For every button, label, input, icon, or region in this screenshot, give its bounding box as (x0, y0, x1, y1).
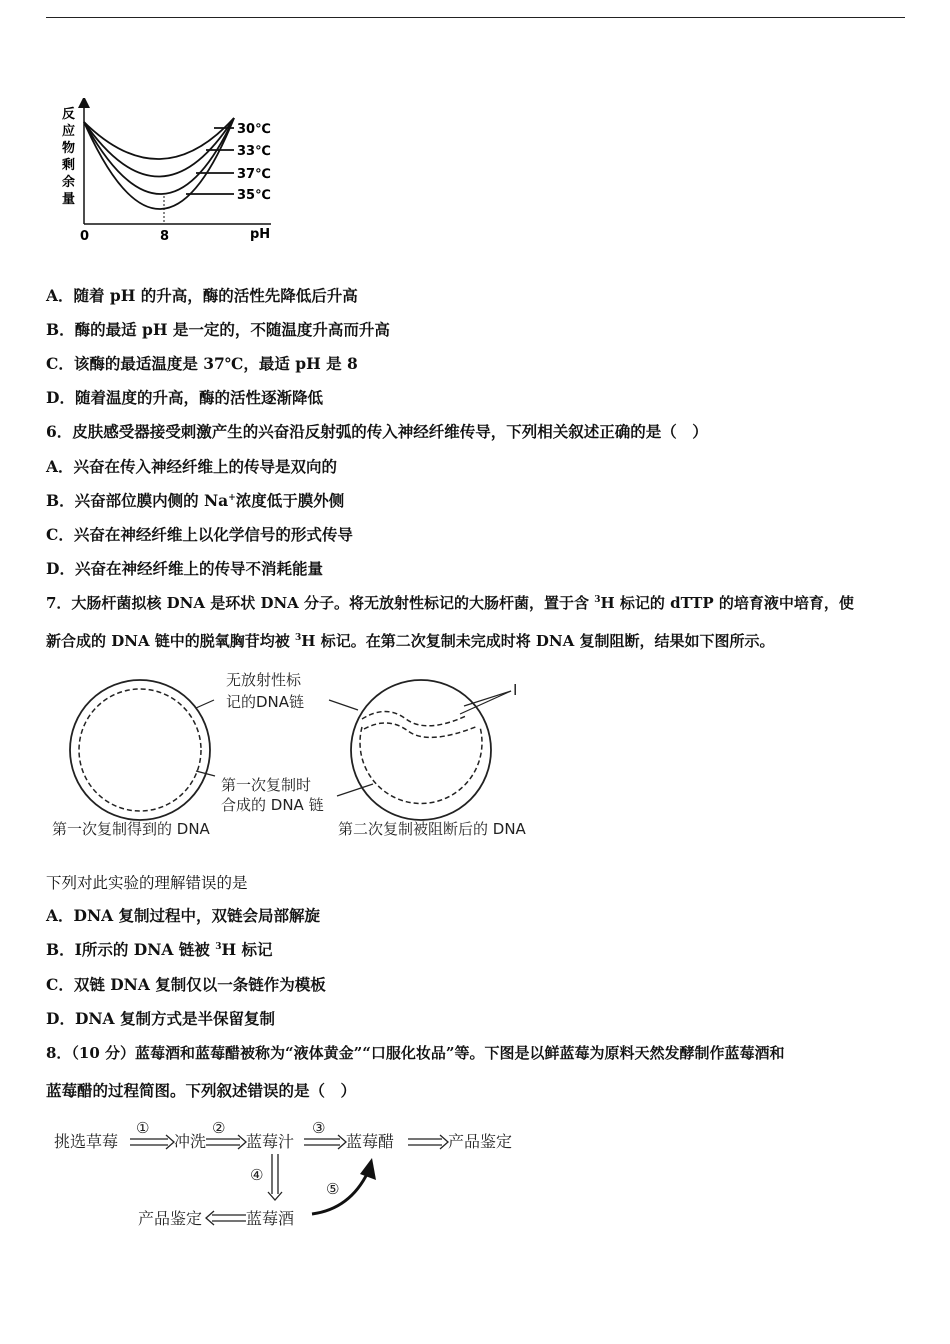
leader-I-1 (464, 691, 511, 706)
arrow-4-head (268, 1192, 282, 1200)
q7-option-c: C．双链 DNA 复制仅以一条链作为模板 (46, 975, 326, 994)
arrow-4 (272, 1154, 278, 1194)
step-5: ⑤ (326, 1180, 340, 1198)
label-unlabeled-strand-2: 记的DNA链 (226, 693, 305, 711)
arrow-1-head (166, 1135, 174, 1149)
arrow-5-head (360, 1158, 376, 1180)
flow-node-vinegar: 蓝莓醋 (346, 1132, 395, 1151)
q6-option-a: A．兴奋在传入神经纤维上的传导是双向的 (46, 457, 338, 476)
curve-30c (84, 118, 234, 159)
flow-node-juice: 蓝莓汁 (246, 1132, 295, 1151)
arrow-3 (304, 1139, 340, 1145)
left-dna-outer-strand (70, 680, 210, 820)
q7-sub-stem: 下列对此实验的理解错误的是 (46, 874, 248, 892)
x-origin-label: 0 (80, 229, 90, 244)
label-first-replication-2: 合成的 DNA 链 (221, 796, 324, 814)
ylabel-char: 量 (62, 192, 76, 207)
curve-37c (84, 118, 234, 194)
caption-left: 第一次复制得到的 DNA (52, 820, 210, 838)
ylabel-char: 反 (62, 107, 76, 122)
arrow-7 (212, 1215, 246, 1221)
enzyme-ph-graph (56, 98, 286, 248)
curve-33c (84, 118, 234, 177)
arrow-5 (312, 1172, 368, 1214)
label-I: Ⅰ (513, 681, 518, 699)
left-dna-new-strand (79, 689, 201, 811)
blueberry-process-flowchart (50, 1114, 530, 1232)
dna-replication-figure (46, 664, 566, 844)
q6-stem: 6．皮肤感受器接受刺激产生的兴奋沿反射弧的传入神经纤维传导，下列相关叙述正确的是（ ） (46, 422, 708, 441)
curve-label: 33℃ (237, 144, 271, 159)
q7-option-b: B．Ⅰ所示的 DNA 链被 $^3$H 标记 (46, 940, 273, 959)
leader-top-right (329, 700, 358, 710)
step-1: ① (136, 1119, 150, 1137)
curve-label: 35℃ (237, 188, 271, 203)
flow-node-wine: 蓝莓酒 (246, 1209, 295, 1228)
q5-option-d: D．随着温度的升高，酶的活性逐渐降低 (46, 388, 323, 407)
step-3: ③ (312, 1119, 326, 1137)
q6-option-d: D．兴奋在神经纤维上的传导不消耗能量 (46, 559, 323, 578)
arrow-6-head (440, 1135, 448, 1149)
curve-35c (84, 118, 234, 209)
q7-stem-line2: 新合成的 DNA 链中的脱氧胸苷均被 $^3$H 标记。在第二次复制未完成时将 DNA 复制阻断，结果如下图所示。 (46, 632, 775, 650)
q6-option-c: C．兴奋在神经纤维上以化学信号的形式传导 (46, 525, 353, 544)
step-4: ④ (250, 1166, 264, 1184)
leader-top-left (196, 700, 214, 708)
right-dna-replication-strand-1 (362, 712, 466, 726)
leader-I-2 (460, 691, 511, 714)
right-dna-inner-strand (360, 727, 482, 803)
label-unlabeled-strand-1: 无放射性标 (226, 671, 302, 689)
ylabel-char: 剩 (62, 158, 76, 173)
flow-node-identify-2: 产品鉴定 (138, 1209, 203, 1228)
q8-stem-line2: 蓝莓醋的过程简图。下列叙述错误的是（ ） (46, 1081, 357, 1100)
arrow-3-head (338, 1135, 346, 1149)
q7-stem-line1: 7．大肠杆菌拟核 DNA 是环状 DNA 分子。将无放射性标记的大肠杆菌，置于含 $^3$H 标记的 dTTP 的培育液中培育，使 (46, 594, 854, 612)
x-unit-label: pH (250, 227, 271, 242)
q5-option-a: A．随着 pH 的升高，酶的活性先降低后升高 (46, 286, 358, 305)
arrow-6 (408, 1139, 442, 1145)
ylabel-char: 应 (62, 124, 76, 139)
curve-label: 30℃ (237, 122, 271, 137)
flow-node-identify-1: 产品鉴定 (448, 1132, 513, 1151)
x-tick-label: 8 (160, 229, 170, 244)
arrow-1 (130, 1139, 168, 1145)
header-rule (46, 17, 905, 18)
curve-label: 37℃ (237, 167, 271, 182)
q5-option-b: B．酶的最适 pH 是一定的，不随温度升高而升高 (46, 320, 390, 339)
arrow-2-head (238, 1135, 246, 1149)
q7-option-a: A．DNA 复制过程中，双链会局部解旋 (46, 906, 321, 925)
label-first-replication-1: 第一次复制时 (221, 776, 312, 794)
flow-node-select: 挑选草莓 (54, 1132, 119, 1151)
ylabel-char: 余 (62, 175, 76, 190)
q8-stem-line1: 8．（10 分）蓝莓酒和蓝莓醋被称为“液体黄金”“口服化妆品”等。下图是以鲜蓝莓为原料天然发酵制作蓝莓酒和 (46, 1044, 785, 1062)
ylabel-char: 物 (62, 141, 76, 156)
q5-option-c: C．该酶的最适温度是 37℃，最适 pH 是 8 (46, 354, 358, 373)
arrow-2 (206, 1139, 240, 1145)
flow-node-wash: 冲洗 (174, 1132, 207, 1151)
q7-option-d: D．DNA 复制方式是半保留复制 (46, 1009, 275, 1028)
right-dna-replication-strand-2 (364, 723, 478, 737)
step-2: ② (212, 1119, 226, 1137)
caption-right: 第二次复制被阻断后的 DNA (338, 820, 526, 838)
right-dna-outer-strand (351, 680, 491, 820)
arrow-7-head (206, 1211, 214, 1225)
q6-option-b: B．兴奋部位膜内侧的 Na+浓度低于膜外侧 (46, 491, 345, 510)
